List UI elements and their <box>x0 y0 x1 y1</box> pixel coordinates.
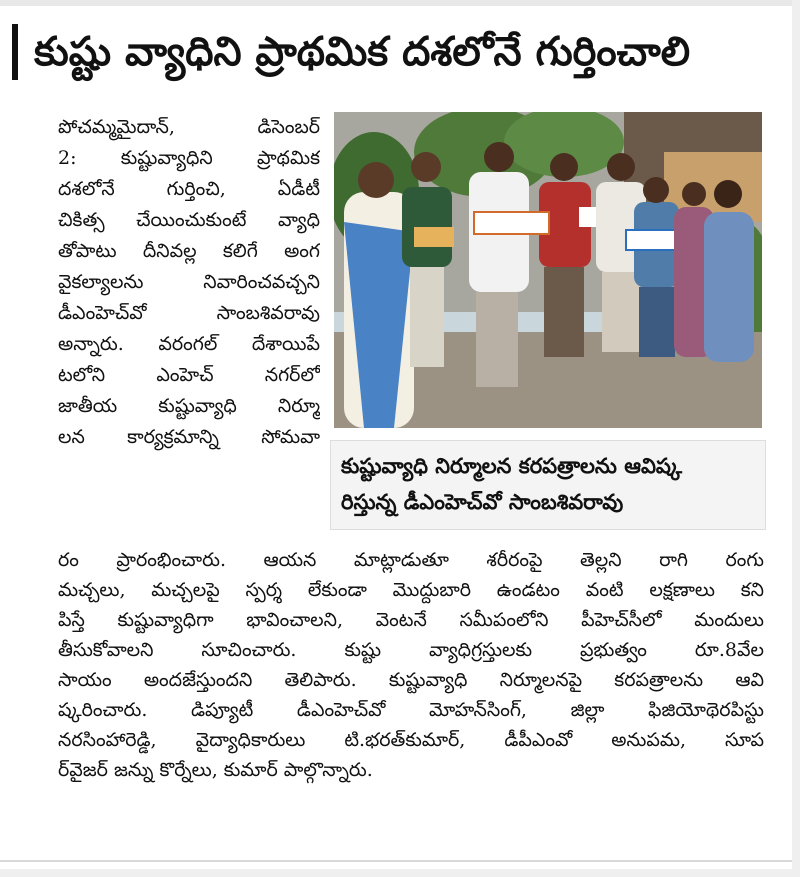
text-line: పోచమ్మమైదాన్, డిసెంబర్ <box>58 116 320 138</box>
text-line: నరసింహారెడ్డి, వైద్యాధికారులు టి.భరత్‌కుమార్, డీపీఎంవో అనుపమ, సూప <box>58 729 764 751</box>
caption-line: కుష్టువ్యాధి నిర్మూలన కరపత్రాలను ఆవిష్క <box>341 454 683 478</box>
full-width-text <box>58 545 764 785</box>
text-line: తోపాటు దీనివల్ల కలిగే అంగ <box>58 240 320 262</box>
bottom-divider <box>0 860 792 862</box>
text-line: రం ప్రారంభించారు. ఆయన మాట్లాడుతూ శరీరంపై తెల్లని రాగి రంగు <box>58 549 764 571</box>
news-photo-illustration <box>334 112 762 428</box>
text-line: వైకల్యాలను నివారించవచ్చని <box>58 271 320 293</box>
text-line: జాతీయ కుష్టువ్యాధి నిర్మూ <box>58 395 320 417</box>
text-line: లన కార్యక్రమాన్ని సోమవా <box>58 426 320 448</box>
text-line: చికిత్స చేయించుకుంటే వ్యాధి <box>58 209 320 231</box>
page-top-edge <box>0 0 800 6</box>
text-line: మచ్చలు, మచ్చలపై స్పర్శ లేకుండా మొద్దుబారి ఉండటం వంటి లక్షణాలు కని <box>58 579 764 601</box>
text-line: తీసుకోవాలని సూచించారు. కుష్టు వ్యాధిగ్రస్తులకు ప్రభుత్వం రూ.8వేల <box>58 639 764 661</box>
headline: కుష్టు వ్యాధిని ప్రాథమిక దశలోనే గుర్తించాలి <box>34 29 691 75</box>
text-line: డీఎంహెచ్‌వో సాంబశివరావు <box>58 302 320 324</box>
photo-caption <box>330 440 766 530</box>
page-right-edge <box>792 0 800 877</box>
headline-marker-bar <box>12 24 18 80</box>
text-line: టలోని ఎంహెచ్ నగర్‌లో <box>58 364 320 386</box>
text-line: అన్నారు. వరంగల్ దేశాయిపే <box>58 333 320 355</box>
text-line: పిస్తే కుష్టువ్యాధిగా భావించాలని, వెంటనే సమీపంలోని పీహెచ్‌సీలో మందులు <box>58 609 764 631</box>
text-line: సాయం అందజేస్తుందని తెలిపారు. కుష్టువ్యాధి నిర్మూలనపై కరపత్రాలను ఆవి <box>58 669 764 691</box>
news-photo <box>334 112 762 428</box>
text-line: దశలోనే గుర్తించి, ఏడీటీ <box>58 178 320 200</box>
page-bottom-edge <box>0 869 800 877</box>
text-line: 2: కుష్టువ్యాధిని ప్రాథమిక <box>58 147 320 169</box>
text-line: ర్‌వైజర్ జన్ను కొర్నేలు, కుమార్ పాల్గొన్నారు. <box>58 759 373 781</box>
caption-line: రిస్తున్న డీఎంహెచ్‌వో సాంబశివరావు <box>341 490 624 514</box>
left-column-text <box>58 112 320 453</box>
text-line: ష్కరించారు. డిప్యూటీ డీఎంహెచ్‌వో మోహన్‌సింగ్, జిల్లా ఫిజియోథెరపిస్టు <box>58 699 764 721</box>
